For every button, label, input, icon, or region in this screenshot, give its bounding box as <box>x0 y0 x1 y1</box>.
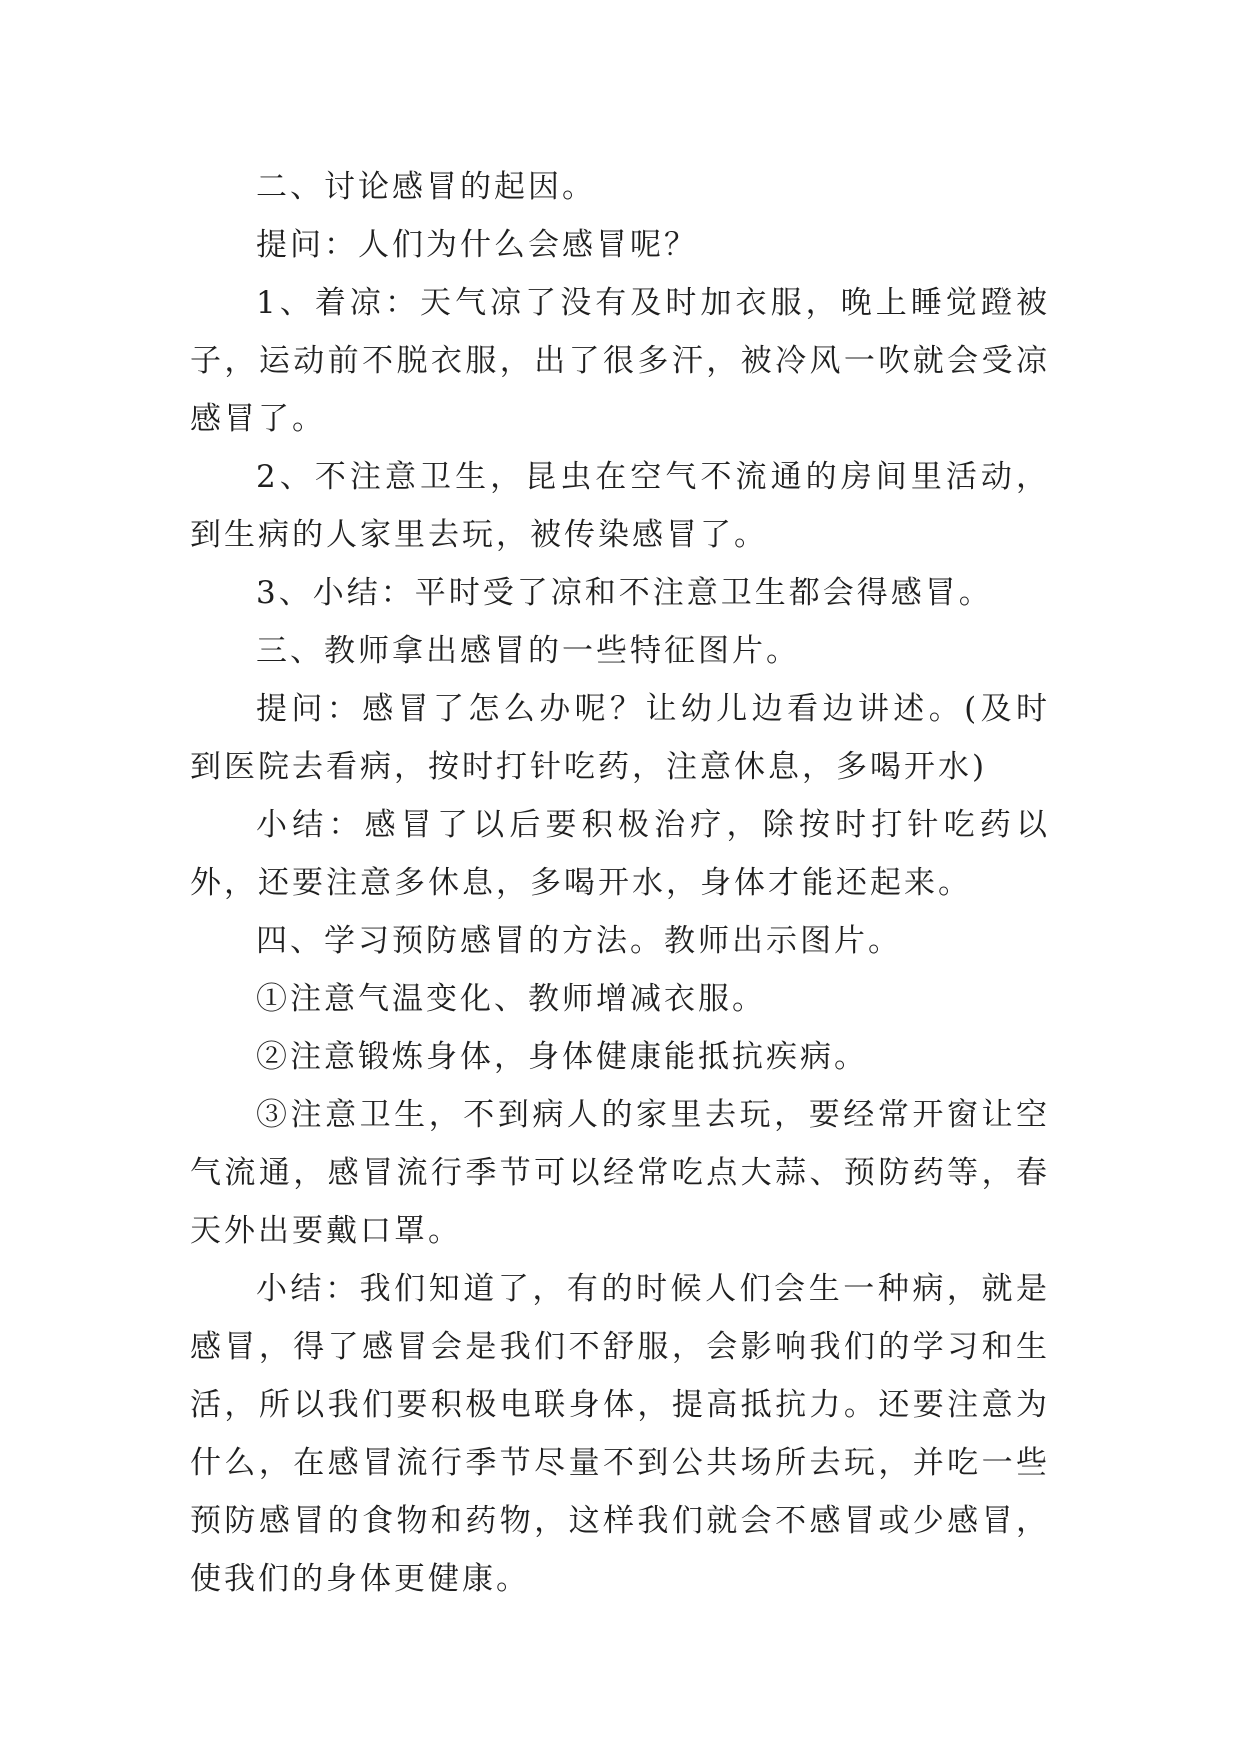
paragraph-section-four-heading: 四、学习预防感冒的方法。教师出示图片。 <box>256 923 902 959</box>
paragraph-summary-treatment: 小结：感冒了以后要积极治疗，除按时打针吃药以外，还要注意多休息，多喝开水，身体才能还起来。 <box>190 807 1050 901</box>
paragraph-prevention-three: ③注意卫生，不到病人的家里去玩，要经常开窗让空气流通，感冒流行季节可以经常吃点大蒜、预防药等，春天外出要戴口罩。 <box>190 1097 1050 1249</box>
paragraph-question-what-to-do: 提问：感冒了怎么办呢？让幼儿边看边讲述。(及时到医院去看病，按时打针吃药，注意休息，多喝开水) <box>190 691 1050 785</box>
paragraph-final-summary: 小结：我们知道了，有的时候人们会生一种病，就是感冒，得了感冒会是我们不舒服，会影响我们的学习和生活，所以我们要积极电联身体，提高抵抗力。还要注意为什么，在感冒流行季节尽量不到公共场所去玩，并吃一些预防感冒的食物和药物，这样我们就会不感冒或少感冒，使我们的身体更健康。 <box>190 1271 1050 1597</box>
paragraph-prevention-one: ①注意气温变化、教师增减衣服。 <box>256 981 766 1017</box>
paragraph-cause-hygiene: 2、不注意卫生，昆虫在空气不流通的房间里活动，到生病的人家里去玩，被传染感冒了。 <box>190 459 1050 553</box>
paragraph-section-three-heading: 三、教师拿出感冒的一些特征图片。 <box>256 633 800 669</box>
paragraph-cause-chill: 1、着凉：天气凉了没有及时加衣服，晚上睡觉蹬被子，运动前不脱衣服，出了很多汗，被冷风一吹就会受凉感冒了。 <box>190 285 1050 437</box>
document-body <box>190 158 1050 1608</box>
paragraph-summary-causes: 3、小结：平时受了凉和不注意卫生都会得感冒。 <box>256 575 993 611</box>
paragraph-section-two-heading: 二、讨论感冒的起因。 <box>256 169 596 205</box>
paragraph-prevention-two: ②注意锻炼身体，身体健康能抵抗疾病。 <box>256 1039 868 1075</box>
paragraph-question-why-cold: 提问：人们为什么会感冒呢？ <box>256 227 698 263</box>
